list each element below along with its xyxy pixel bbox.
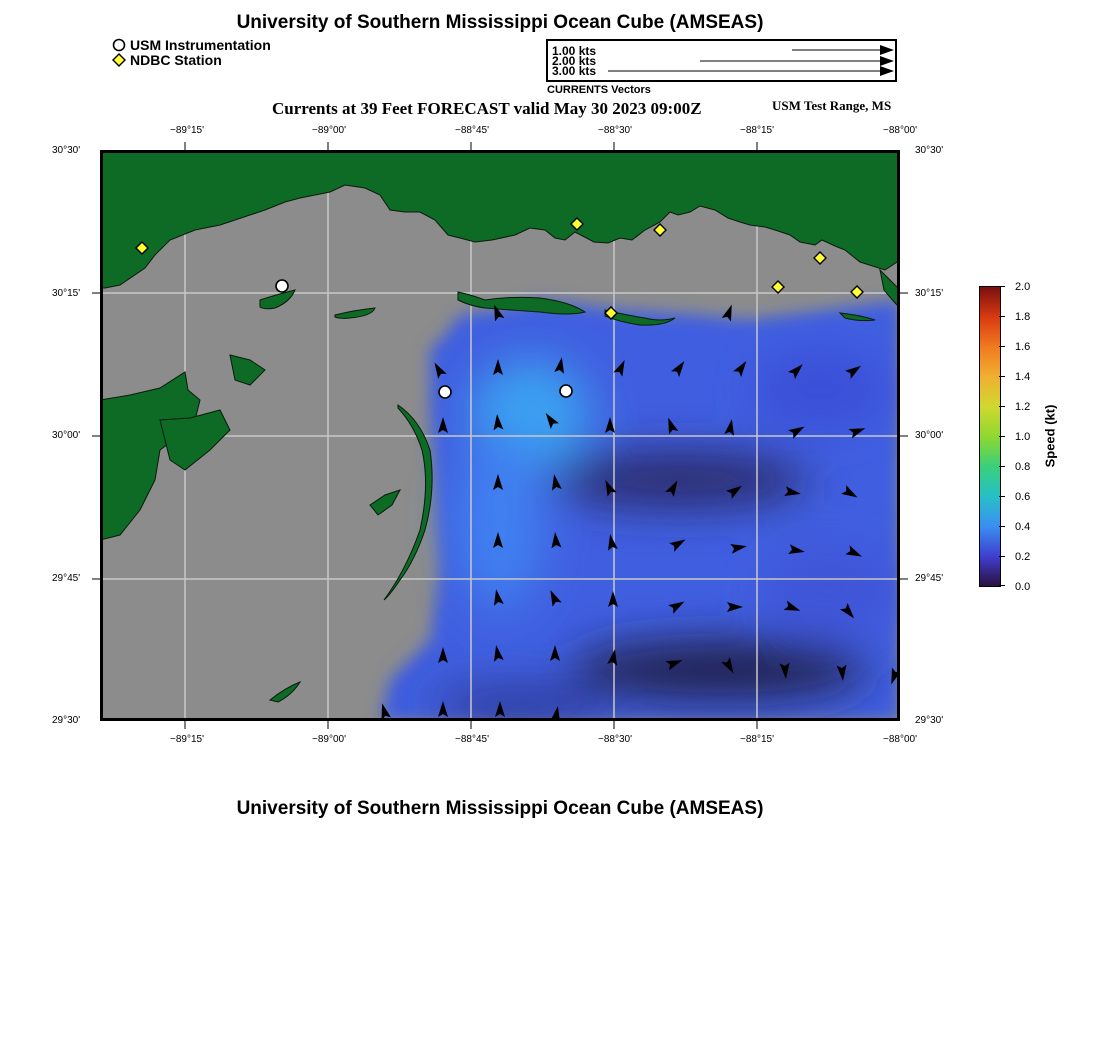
colorbar-ticks <box>999 286 1007 587</box>
colorbar-tick: 1.4 <box>1015 371 1031 383</box>
lat-tick-right: 30°00' <box>915 430 944 441</box>
legend-ndbc-label: NDBC Station <box>130 52 222 68</box>
legend-ndbc <box>112 52 222 68</box>
lat-tick-left: 30°00' <box>52 430 81 441</box>
colorbar-tick: 1.6 <box>1015 341 1031 353</box>
lat-tick-left: 29°45' <box>52 573 81 584</box>
colorbar <box>979 286 1001 587</box>
colorbar-tick: 0.8 <box>1015 461 1031 473</box>
colorbar-tick: 0.6 <box>1015 491 1031 503</box>
lon-tick-bottom: −88°45' <box>455 734 489 745</box>
lat-tick-right: 30°15' <box>915 288 944 299</box>
colorbar-tick: 0.2 <box>1015 551 1031 563</box>
legend-usm <box>112 37 271 53</box>
colorbar-tick: 0.4 <box>1015 521 1031 533</box>
colorbar-tick: 2.0 <box>1015 281 1031 293</box>
lat-tick-right: 30°30' <box>915 145 944 156</box>
colorbar-tick: 0.0 <box>1015 581 1031 593</box>
figure-title-bottom: University of Southern Mississippi Ocean Cube (AMSEAS) <box>236 798 764 819</box>
map-subtitle: Currents at 39 Feet FORECAST valid May 30 2023 09:00Z <box>272 99 702 118</box>
vector-scale-box <box>546 39 897 82</box>
lon-tick-bottom: −89°15' <box>170 734 204 745</box>
colorbar-tick: 1.8 <box>1015 311 1031 323</box>
lon-tick-top: −88°30' <box>598 125 632 136</box>
lon-tick-bottom: −89°00' <box>312 734 346 745</box>
colorbar-tick: 1.2 <box>1015 401 1031 413</box>
lon-tick-bottom: −88°15' <box>740 734 774 745</box>
lon-tick-top: −88°15' <box>740 125 774 136</box>
usm-circle-icon <box>112 38 126 52</box>
lon-tick-top: −88°45' <box>455 125 489 136</box>
lat-tick-right: 29°30' <box>915 715 944 726</box>
lon-tick-top: −89°00' <box>312 125 346 136</box>
colorbar-label: Speed (kt) <box>1042 404 1058 468</box>
lon-tick-bottom: −88°30' <box>598 734 632 745</box>
lat-tick-left: 30°15' <box>52 288 81 299</box>
lat-tick-left: 29°30' <box>52 715 81 726</box>
lat-tick-left: 30°30' <box>52 145 81 156</box>
lon-tick-top: −89°15' <box>170 125 204 136</box>
lon-tick-bottom: −88°00' <box>883 734 917 745</box>
scale-caption: CURRENTS Vectors <box>547 84 651 96</box>
scale-label-2: 2.00 kts <box>552 54 597 68</box>
ndbc-diamond-icon <box>112 53 126 67</box>
lon-tick-top: −88°00' <box>883 125 917 136</box>
colorbar-tick: 1.0 <box>1015 431 1031 443</box>
map-region-label: USM Test Range, MS <box>772 98 892 113</box>
figure-title-top: University of Southern Mississippi Ocean Cube (AMSEAS) <box>236 12 764 33</box>
lat-tick-right: 29°45' <box>915 573 944 584</box>
scale-label-3: 3.00 kts <box>552 64 597 78</box>
scale-arrows <box>548 41 895 80</box>
legend-usm-label: USM Instrumentation <box>130 37 271 53</box>
scale-label-1: 1.00 kts <box>552 44 597 58</box>
map-tick-marks <box>92 142 908 729</box>
